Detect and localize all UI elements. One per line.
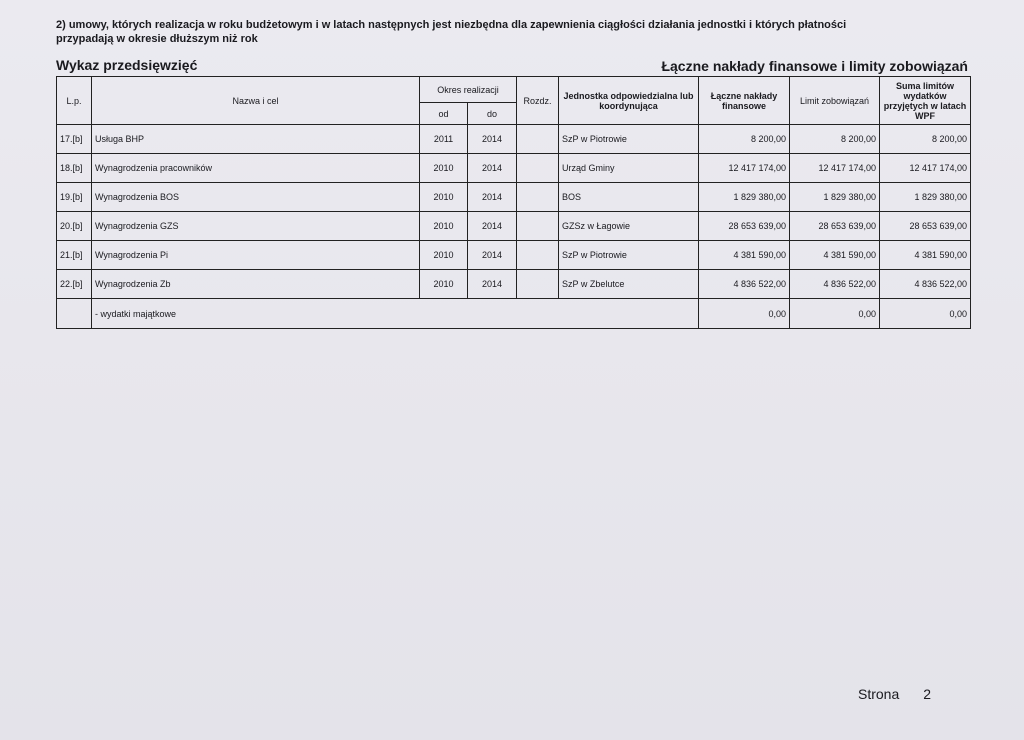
cell-sum: 28 653 639,00 <box>880 212 971 241</box>
intro-line-1: 2) umowy, których realizacja w roku budżetowym i w latach następnych jest niezbędna dla zapewnienia ciągłości działania jednostki i których płatności <box>56 19 847 31</box>
header-name: Nazwa i cel <box>92 77 420 125</box>
cell-section <box>517 125 559 154</box>
header-total: Łączne nakłady finansowe <box>699 77 790 125</box>
page-number: 2 <box>923 686 932 702</box>
cell-from: 2010 <box>420 183 468 212</box>
cell-name: Wynagrodzenia GZS <box>92 212 420 241</box>
cell-from: 2010 <box>420 241 468 270</box>
cell-from: 2010 <box>420 154 468 183</box>
table-body <box>57 125 971 299</box>
table-row <box>57 270 971 299</box>
cell-total: 28 653 639,00 <box>699 212 790 241</box>
cell-sum: 8 200,00 <box>880 125 971 154</box>
cell-lp: 22.[b] <box>57 270 92 299</box>
header-period: Okres realizacji <box>420 77 517 103</box>
header-lp: L.p. <box>57 77 92 125</box>
cell-unit: GZSz w Łagowie <box>559 212 699 241</box>
footer-label: Strona <box>858 686 900 702</box>
cell-total: 4 836 522,00 <box>699 270 790 299</box>
intro-line-2: przypadają w okresie dłuższym niż rok <box>56 33 258 45</box>
cell-to: 2014 <box>468 270 517 299</box>
cell-to: 2014 <box>468 183 517 212</box>
cell-lp: 17.[b] <box>57 125 92 154</box>
cell-to: 2014 <box>468 154 517 183</box>
total-label: - wydatki majątkowe <box>92 299 699 329</box>
cell-section <box>517 212 559 241</box>
header-to: do <box>468 103 517 125</box>
cell-from: 2011 <box>420 125 468 154</box>
header-from: od <box>420 103 468 125</box>
intro-text <box>56 18 956 46</box>
projects-table <box>56 76 971 329</box>
cell-sum: 4 836 522,00 <box>880 270 971 299</box>
total-finance: 0,00 <box>699 299 790 329</box>
cell-sum: 12 417 174,00 <box>880 154 971 183</box>
cell-total: 12 417 174,00 <box>699 154 790 183</box>
cell-total: 8 200,00 <box>699 125 790 154</box>
cell-limit: 4 836 522,00 <box>790 270 880 299</box>
table-row <box>57 241 971 270</box>
cell-section <box>517 154 559 183</box>
total-limit: 0,00 <box>790 299 880 329</box>
section-title-projects: Wykaz przedsięwzięć <box>56 57 198 73</box>
cell-name: Wynagrodzenia Pi <box>92 241 420 270</box>
cell-limit: 1 829 380,00 <box>790 183 880 212</box>
total-row <box>57 299 971 329</box>
cell-name: Usługa BHP <box>92 125 420 154</box>
table-row <box>57 183 971 212</box>
header-unit: Jednostka odpowiedzialna lub koordynująca <box>559 77 699 125</box>
cell-sum: 1 829 380,00 <box>880 183 971 212</box>
header-sum: Suma limitów wydatków przyjętych w latach WPF <box>880 77 971 125</box>
table-row <box>57 154 971 183</box>
section-title-financing: Łączne nakłady finansowe i limity zobowiązań <box>661 58 968 74</box>
cell-lp: 21.[b] <box>57 241 92 270</box>
cell-total: 1 829 380,00 <box>699 183 790 212</box>
cell-unit: Urząd Gminy <box>559 154 699 183</box>
cell-limit: 8 200,00 <box>790 125 880 154</box>
cell-limit: 12 417 174,00 <box>790 154 880 183</box>
table-header-row <box>57 77 971 103</box>
cell-section <box>517 270 559 299</box>
total-sum: 0,00 <box>880 299 971 329</box>
cell-sum: 4 381 590,00 <box>880 241 971 270</box>
cell-unit: SzP w Piotrowie <box>559 241 699 270</box>
cell-lp: 18.[b] <box>57 154 92 183</box>
cell-total: 4 381 590,00 <box>699 241 790 270</box>
cell-from: 2010 <box>420 270 468 299</box>
cell-to: 2014 <box>468 212 517 241</box>
cell-to: 2014 <box>468 241 517 270</box>
header-section: Rozdz. <box>517 77 559 125</box>
cell-name: Wynagrodzenia Zb <box>92 270 420 299</box>
cell-limit: 4 381 590,00 <box>790 241 880 270</box>
header-limit: Limit zobowiązań <box>790 77 880 125</box>
cell-section <box>517 183 559 212</box>
table-row <box>57 212 971 241</box>
total-lp <box>57 299 92 329</box>
cell-unit: BOS <box>559 183 699 212</box>
cell-limit: 28 653 639,00 <box>790 212 880 241</box>
cell-lp: 19.[b] <box>57 183 92 212</box>
cell-section <box>517 241 559 270</box>
cell-name: Wynagrodzenia pracowników <box>92 154 420 183</box>
page-footer <box>858 686 931 702</box>
cell-name: Wynagrodzenia BOS <box>92 183 420 212</box>
cell-from: 2010 <box>420 212 468 241</box>
cell-lp: 20.[b] <box>57 212 92 241</box>
cell-to: 2014 <box>468 125 517 154</box>
table-row <box>57 125 971 154</box>
cell-unit: SzP w Zbelutce <box>559 270 699 299</box>
cell-unit: SzP w Piotrowie <box>559 125 699 154</box>
